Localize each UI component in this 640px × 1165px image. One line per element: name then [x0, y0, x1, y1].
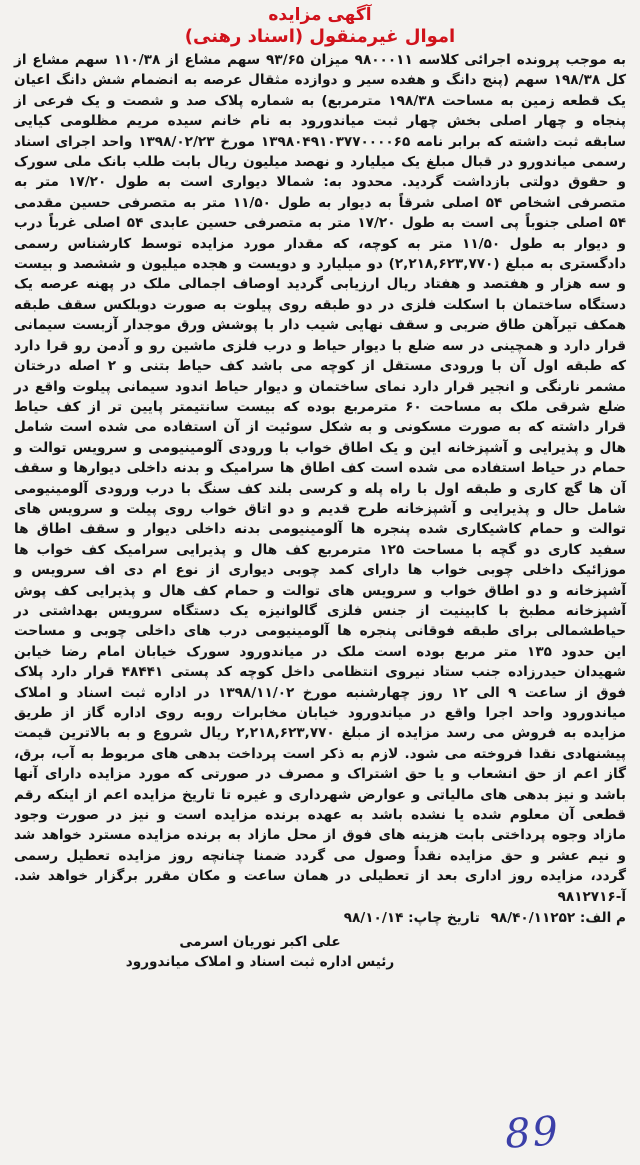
signer-name: علی اکبر نوریان اسرمی: [179, 934, 341, 951]
notice-subtitle: اموال غیرمنقول (اسناد رهنی): [184, 26, 456, 47]
notice-title: آگهی مزایده: [268, 5, 372, 25]
notice-body: به موجب پرونده اجرائی کلاسه ۹۸۰۰۰۱۱ میزان ۹۳/۶۵ سهم مشاع از ۱۱۰/۳۸ سهم مشاع از کل ۱۹۸/۳۸ سهم (پنج دانگ و هفده سیر و دوازده مثقال عرصه به انضمام شش دانگ اعیان یک قطعه زمین به مساحت ۱۹۸/۳۸ مترمربع) به شماره پلاک صد و شصت و یک فرعی از پنجاه و چهار اصلی بخش چهار ثبت میاندورود به نام خانم سیده مریم مظلومی کیایی سابقه ثبت داشته که برابر نامه ۱۳۹۸۰۴۹۱۰۳۷۷۰۰۰۰۶۵ مورخ ۱۳۹۸/۰۲/۲۳ واحد اجرای اسناد رسمی میاندورو در قبال مبلغ یک میلیارد و نهصد میلیون ریال بابت طلب بانک ملی سورک و حقوق دولتی بازداشت گردید. محدود به: شمالا دیواری است به طول ۱۷/۲۰ متر به متصرفی اشخاص ۵۴ اصلی شرقاً به دیوار به طول ۱۱/۵۰ متر به متصرفی حسین مقدمی ۵۴ اصلی جنوباً پی است به طول ۱۷/۲۰ متر به متصرفی حسین عابدی ۵۴ اصلی غرباً درب و دیوار به طول ۱۱/۵۰ متر به کوچه، که مقدار مورد مزایده توسط کارشناس رسمی دادگستری به مبلغ (۲,۲۱۸,۶۲۳,۷۷۰) دو میلیارد و دویست و هجده میلیون و ششصد و بیست و سه هزار و هفتصد و هفتاد ریال ارزیابی گردید اوصاف اجمالی ملک در پهنه عرصه یک دستگاه ساختمان با اسکلت فلزی در دو طبقه روی پیلوت به صورت دوبلکس سقف طبقه همکف تیرآهن طاق ضربی و سقف نهایی شیب دار با پوشش ورق موجدار آزبست سیمانی قرار دارد و همچینی در سه ضلع با دیوار حیاط و درب فلزی ماشین رو و آدمن رو قرا دارد که طبقه اول آن با ورودی مستقل از کوچه می باشد کف حیاط بتنی و ۲ اصله درختان مشمر نارنگی و انجیر قرار دارد نمای ساختمان و دیوار حیاط اندود سیمانی پیلوت واقع در ضلع شرقی ملک به مساحت ۶۰ مترمربع بوده که بیست سانتیمتر پایین تر از کف حیاط قرار داشته که به صورت مسکونی و به شکل سوئیت از آن استفاده می شده است شامل هال و پذیرایی و آشپزخانه این و یک اطاق خواب با ورودی آلومینیومی و سرویس توالت و حمام در حیاط استفاده می شده است کف اطاق ها سرامیک و بدنه داخلی دیوارها و سقف آن ها گچ کاری و طبقه اول با راه پله و کرسی بلند کف سنگ با درب ورودی آلومینیومی شامل حال و پذیرایی و آشپزخانه طرح قدیم و دو اتاق خواب روی پیلت و سرویس های توالت و حمام کاشیکاری شده پنجره ها آلومینیومی بدنه داخلی دیوار و سقف اطاق ها سفید کاری دو گچه با مساحت ۱۲۵ مترمربع کف هال و پذیرایی سرامیک کف خواب ها موزائیک داخلی چوبی خواب ها دارای کمد چوبی دیواری از نوع ام دی اف سرویس و آشپزخانه و دو اطاق خواب و سرویس های توالت و حمام کف هال و پذیرایی کف پوش آشپزخانه مطبخ با کابینیت از جنس فلزی گالوانیزه یک دستگاه سرویس بهداشتی در حیاطشمالی برای طبقه فوقانی پنجره ها آلومینیومی درب های داخلی چوبی و مساحت این حدود ۱۳۵ متر مربع بوده است ملک در میاندورود سورک خیابان امام رضا خیابن شهیدان حیدرزاده جنب ستاد نیروی انتظامی داخل کوچه کد پستی ۴۸۴۴۱ قرار دارد پلاک فوق از ساعت ۹ الی ۱۲ روز چهارشنبه مورخ ۱۳۹۸/۱۱/۰۲ در اداره ثبت اسناد و املاک میاندورود واحد اجرا واقع در میاندورود خیابان مخابرات روبه روی اداره گاز از طریق مزایده به فروش می رسد مزایده از مبلغ ۲,۲۱۸,۶۲۳,۷۷۰ ریال شروع و به بالاترین قیمت پیشنهادی نقدا فروخته می شود. لازم به ذکر است پرداخت بدهی های مربوط به آب، برق، گاز اعم از حق انشعاب و یا حق اشتراک و مصرف در صورتی که مورد مزایده دارای آنها باشد و نیز بدهی های مالیاتی و عوارض شهرداری و غیره تا تاریخ مزایده اعم از اینکه رقم قطعی آن معلوم شده یا نشده باشد به عهده برنده مزایده است و نیز در صورت وجود مازاد وجوه پرداختی بابت هزینه های فوق از محل مازاد به برنده مزایده مسترد خواهد شد و نیم عشر و حق مزایده نقداً وصول می گردد ضمنا چنانچه روز مزایده تعطیل رسمی گردد، مزایده روز اداری بعد از تعطیلی در همان ساعت و مکان مقرر برگزار خواهد شد. آ-۹۸۱۲۷۱۶: [14, 52, 627, 905]
handwritten-number: 89: [503, 1108, 562, 1158]
signer-role: رئیس اداره ثبت اسناد و املاک میاندورود: [125, 954, 395, 971]
signature-block: [14, 932, 506, 972]
reference-code: م الف: ۹۸/۴۰/۱۱۲۵۲: [490, 910, 626, 927]
print-date: تاریخ چاپ: ۹۸/۱۰/۱۴: [343, 910, 480, 927]
notice-meta: [14, 908, 626, 928]
notice-header: [14, 4, 626, 48]
